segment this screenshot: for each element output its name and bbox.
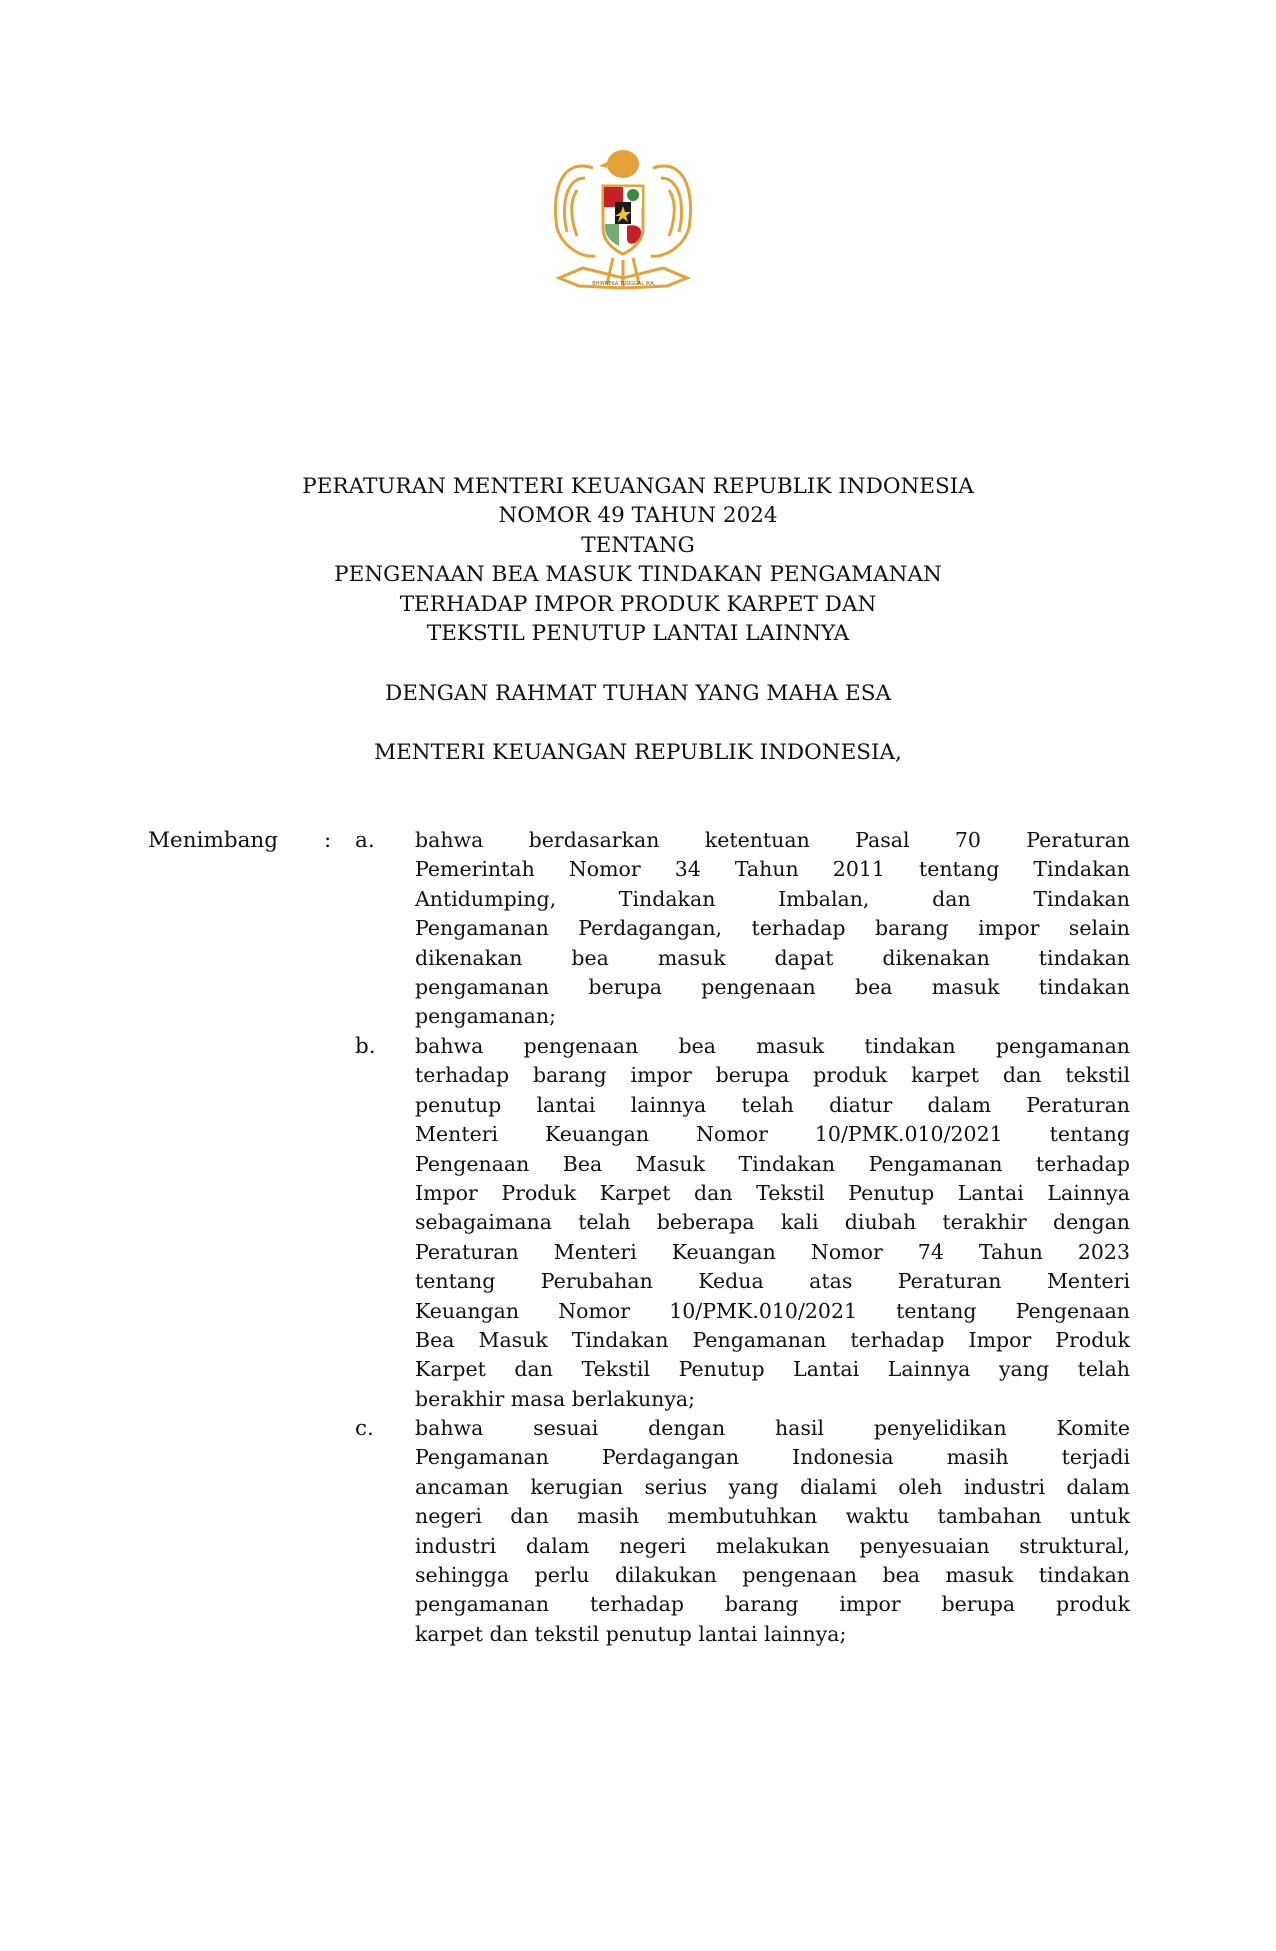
considering-item-c <box>415 1414 1130 1649</box>
text-line: sehingga perlu dilakukan pengenaan bea masuk tindakan <box>415 1563 1130 1588</box>
text-line: ancaman kerugian serius yang dialami oleh industri dalam <box>415 1474 1130 1499</box>
considering-colon: : <box>324 828 332 853</box>
title-line: PENGENAAN BEA MASUK TINDAKAN PENGAMANAN <box>334 562 942 588</box>
text-line: Keuangan Nomor 10/PMK.010/2021 tentang Pengenaan <box>415 1298 1130 1323</box>
text-line: Bea Masuk Tindakan Pengamanan terhadap Impor Produk <box>415 1328 1130 1353</box>
text-line: Pengamanan Perdagangan Indonesia masih terjadi <box>415 1445 1130 1470</box>
text-line: Pengamanan Perdagangan, terhadap barang impor selain <box>415 916 1130 941</box>
title-line: TENTANG <box>581 532 695 558</box>
emblem-motto: BHINNEKA TUNGGAL IKA <box>592 281 654 287</box>
garuda-emblem <box>543 128 703 300</box>
text-line: pengamanan; <box>415 1004 556 1029</box>
text-line: karpet dan tekstil penutup lantai lainnya; <box>415 1621 847 1646</box>
considering-item-b <box>415 1032 1130 1414</box>
text-line: bahwa pengenaan bea masuk tindakan pengamanan <box>415 1034 1130 1058</box>
authority: MENTERI KEUANGAN REPUBLIK INDONESIA, <box>374 740 902 765</box>
text-line: negeri dan masih membutuhkan waktu tambahan untuk <box>415 1504 1130 1529</box>
text-line: industri dalam negeri melakukan penyesuaian struktural, <box>415 1533 1130 1558</box>
item-marker-a: a. <box>355 828 375 853</box>
text-line: Pengenaan Bea Masuk Tindakan Pengamanan terhadap <box>415 1151 1130 1176</box>
text-line: terhadap barang impor berupa produk karpet dan tekstil <box>415 1063 1130 1088</box>
title-line: TEKSTIL PENUTUP LANTAI LAINNYA <box>426 621 850 647</box>
text-line: pengamanan terhadap barang impor berupa produk <box>415 1592 1130 1617</box>
item-marker-b: b. <box>355 1034 376 1059</box>
garuda-emblem-icon <box>543 128 703 300</box>
text-line: tentang Perubahan Kedua atas Peraturan Menteri <box>415 1269 1130 1294</box>
text-line: dikenakan bea masuk dapat dikenakan tindakan <box>415 945 1130 970</box>
text-line: Antidumping, Tindakan Imbalan, dan Tindakan <box>415 886 1130 911</box>
considering-label: Menimbang <box>148 828 279 853</box>
text-line: Pemerintah Nomor 34 Tahun 2011 tentang Tindakan <box>415 857 1130 882</box>
considering-item-a <box>415 826 1130 1032</box>
regulation-title <box>0 472 1276 648</box>
text-line: berakhir masa berlakunya; <box>415 1386 696 1411</box>
text-line: Menteri Keuangan Nomor 10/PMK.010/2021 tentang <box>415 1122 1130 1147</box>
text-line: sebagaimana telah beberapa kali diubah terakhir dengan <box>415 1210 1130 1235</box>
text-line: Impor Produk Karpet dan Tekstil Penutup Lantai Lainnya <box>415 1181 1130 1206</box>
text-line: Karpet dan Tekstil Penutup Lantai Lainnya yang telah <box>415 1357 1130 1382</box>
text-line: bahwa sesuai dengan hasil penyelidikan Komite <box>415 1416 1130 1440</box>
invocation: DENGAN RAHMAT TUHAN YANG MAHA ESA <box>385 681 891 706</box>
title-line: TERHADAP IMPOR PRODUK KARPET DAN <box>399 591 877 617</box>
title-line: NOMOR 49 TAHUN 2024 <box>498 503 778 529</box>
title-line: PERATURAN MENTERI KEUANGAN REPUBLIK INDONESIA <box>302 474 974 499</box>
text-line: Peraturan Menteri Keuangan Nomor 74 Tahun 2023 <box>415 1239 1130 1264</box>
text-line: pengamanan berupa pengenaan bea masuk tindakan <box>415 975 1130 1000</box>
item-marker-c: c. <box>355 1416 374 1441</box>
text-line: penutup lantai lainnya telah diatur dalam Peraturan <box>415 1092 1130 1117</box>
text-line: bahwa berdasarkan ketentuan Pasal 70 Peraturan <box>415 828 1130 852</box>
